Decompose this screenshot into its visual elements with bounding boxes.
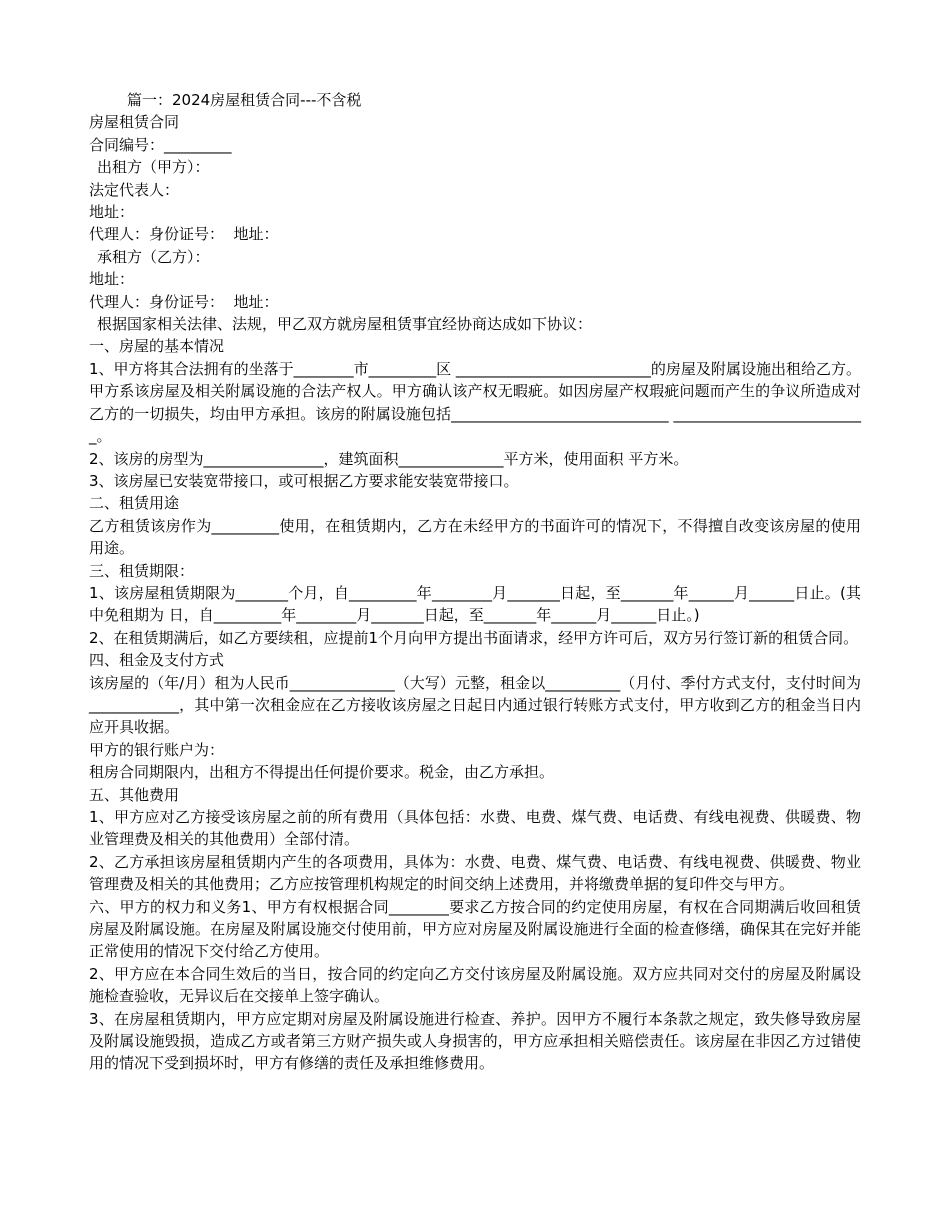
contract-line: 3、该房屋已安装宽带接口，或可根据乙方要求能安装宽带接口。 [89, 471, 519, 490]
contract-line: 2、甲方应在本合同生效后的当日，按合同的约定向乙方交付该房屋及附属设施。双方应共同对交付的房屋及附属设施检查验收，无异议后在交接单上签字确认。 [89, 964, 861, 1006]
contract-line: 二、租赁用途 [89, 494, 180, 513]
contract-line: 甲方的银行账户为： [89, 740, 225, 759]
contract-line: 租房合同期限内，出租方不得提出任何提价要求。税金，由乙方承担。 [89, 763, 555, 782]
contract-line: 三、租赁期限： [89, 561, 195, 580]
contract-line: 出租方（甲方）： [97, 158, 210, 177]
contract-line: 2、乙方承担该房屋租赁期内产生的各项费用，具体为：水费、电费、煤气费、电话费、有线电视费、供暖费、物业管理费及相关的其他费用；乙方应按管理机构规定的时间交纳上述费用，并将缴费单据的复印件交与甲方。 [89, 852, 861, 894]
contract-body [89, 111, 861, 1074]
contract-line: 根据国家相关法律、法规，甲乙双方就房屋租赁事宜经协商达成如下协议： [97, 315, 593, 334]
contract-line: 1、该房屋租赁期限为_______个月，自_________年________月_______日起，至_______年______月______日止。(其中免租期为 日，自_________年________月_______日起，至_______年______月______日止。) [89, 583, 861, 625]
contract-document [89, 89, 861, 1075]
contract-line: 1、甲方将其合法拥有的坐落于________市_________区 __________________________的房屋及附属设施出租给乙方。甲方系该房屋及相关附属设施的合法产权人。甲方确认该产权无暇疵。如因房屋产权瑕疵问题而产生的争议所造成对乙方的一切损失，均由甲方承担。该房的附属设施包括_____________________________ __________________________。 [89, 359, 861, 446]
contract-line: 地址： [89, 270, 135, 289]
contract-line: 承租方（乙方）： [97, 247, 210, 266]
contract-line: 代理人：身份证号： 地址： [89, 292, 279, 311]
contract-line: 乙方租赁该房作为_________使用，在租赁期内，乙方在未经甲方的书面许可的情况下，不得擅自改变该房屋的使用用途。 [89, 516, 861, 558]
contract-line: 2、该房的房型为________________，建筑面积______________平方米，使用面积 平方米。 [89, 449, 689, 468]
document-title: 篇一：2024房屋租赁合同---不含税 [127, 91, 362, 109]
contract-line: 四、租金及支付方式 [89, 651, 225, 670]
contract-line: 3、在房屋租赁期内，甲方应定期对房屋及附属设施进行检查、养护。因甲方不履行本条款之规定，致失修导致房屋及附属设施毁损，造成乙方或者第三方财产损失或人身损害的，甲方应承担相关赔偿责任。该房屋在非因乙方过错使用的情况下受到损坏时，甲方有修缮的责任及承担维修费用。 [89, 1009, 861, 1073]
contract-line: 房屋租赁合同 [89, 113, 180, 132]
contract-line: 地址： [89, 203, 135, 222]
contract-line: 1、甲方应对乙方接受该房屋之前的所有费用（具体包括：水费、电费、煤气费、电话费、有线电视费、供暖费、物业管理费及相关的其他费用）全部付清。 [89, 808, 861, 849]
contract-line: 五、其他费用 [89, 785, 180, 804]
contract-line: 一、房屋的基本情况 [89, 337, 225, 356]
contract-line: 代理人：身份证号： 地址： [89, 225, 279, 244]
contract-line: 合同编号：_________ [89, 135, 232, 154]
contract-line: 2、在租赁期满后，如乙方要续租，应提前1个月向甲方提出书面请求，经甲方许可后，双方另行签订新的租赁合同。 [89, 628, 859, 647]
contract-line: 该房屋的（年/月）租为人民币______________（大写）元整，租金以__________（月付、季付方式支付，支付时间为____________，其中第一次租金应在乙方接收该房屋之日起日内通过银行转账方式支付，甲方收到乙方的租金当日内应开具收据。 [89, 673, 861, 737]
contract-line: 法定代表人： [89, 180, 180, 199]
contract-line: 六、甲方的权力和义务1、甲方有权根据合同________要求乙方按合同的约定使用房屋，有权在合同期满后收回租赁房屋及附属设施。在房屋及附属设施交付使用前，甲方应对房屋及附属设施进行全面的检查修缮，确保其在完好并能正常使用的情况下交付给乙方使用。 [89, 897, 861, 961]
